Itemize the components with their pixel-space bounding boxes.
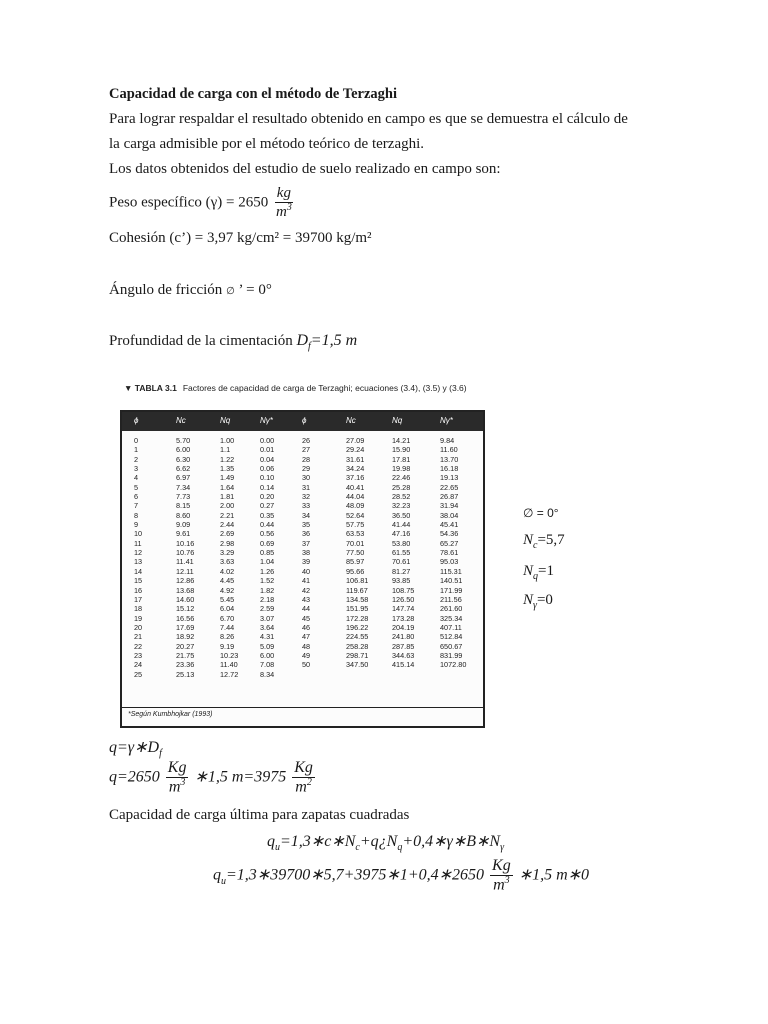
table-cell: 173.28 (392, 613, 415, 623)
table-cell: 12.72 (220, 669, 239, 679)
table-cell: 6.04 (220, 604, 235, 614)
table-cell: 1072.80 (440, 660, 467, 670)
table-footnote: *Según Kumbhojkar (1993) (122, 707, 483, 725)
table-cell: 7.34 (176, 482, 191, 492)
table-cell: 7.73 (176, 492, 191, 502)
table-cell: 3.63 (220, 557, 235, 567)
table-cell: 512.84 (440, 632, 463, 642)
table-cell: 11.41 (176, 557, 194, 567)
table-cell: 2.21 (220, 510, 235, 520)
table-cell: 17 (134, 594, 143, 604)
table-cell: 52.64 (346, 510, 365, 520)
table-cell: 3.29 (220, 548, 235, 558)
table-cell: 0.10 (260, 473, 275, 483)
table-cell: 35 (302, 520, 311, 530)
capacity-label: Capacidad de carga última para zapatas cuadradas (109, 807, 410, 823)
table-cell: 18.92 (176, 632, 195, 642)
table-cell: 16 (134, 585, 143, 595)
table-cell: 54.36 (440, 529, 459, 539)
table-cell: 21.75 (176, 650, 195, 660)
table-cell: 39 (302, 557, 311, 567)
table-cell: 15 (134, 576, 143, 586)
table-cell: 61.55 (392, 548, 411, 558)
table-cell: 65.27 (440, 538, 459, 548)
table-cell: 3 (134, 464, 139, 474)
table-cell: 5.45 (220, 594, 235, 604)
table-row (122, 670, 483, 679)
table-row (122, 632, 483, 641)
equation-q-value: q=2650 $\frac{Kg}{m^3}$ ∗1,5 m=3975 $\frac{Kg}{m^2}$ (109, 759, 313, 796)
table-cell: 36 (302, 529, 311, 539)
table-cell: 13.68 (176, 585, 195, 595)
table-cell: 50 (302, 660, 311, 670)
table-cell: 70.01 (346, 538, 365, 548)
table-cell: 36.50 (392, 510, 411, 520)
table-cell: 9.09 (176, 520, 191, 530)
nq-value: $N_q=1$ (523, 563, 554, 582)
table-cell: 34.24 (346, 464, 365, 474)
equation-qu-values: $q_u=1,3∗39700∗5,7+3975∗1+0,4∗2650$ $\frac{Kg}{m^3}$ ∗1,5 m∗0 (213, 857, 590, 894)
table-cell: 20 (134, 622, 143, 632)
table-cell: 41.44 (392, 520, 411, 530)
table-cell: 287.85 (392, 641, 415, 651)
table-cell: 46 (302, 622, 311, 632)
table-cell: 1.82 (260, 585, 275, 595)
table-cell: 20.27 (176, 641, 195, 651)
table-cell: 48.09 (346, 501, 365, 511)
table-cell: 344.63 (392, 650, 415, 660)
table-cell: 3.64 (260, 622, 275, 632)
table-cell: 7.08 (260, 660, 275, 670)
table-cell: 48 (302, 641, 311, 651)
table-row (122, 548, 483, 557)
table-cell: 4.31 (260, 632, 275, 642)
table-cell: 151.95 (346, 604, 369, 614)
table-row (122, 567, 483, 576)
table-cell: 0.20 (260, 492, 275, 502)
table-cell: 1.1 (220, 445, 231, 455)
table-cell: 53.80 (392, 538, 411, 548)
table-cell: 2.44 (220, 520, 235, 530)
table-cell: 47 (302, 632, 311, 642)
table-cell: 19.13 (440, 473, 459, 483)
table-cell: 8.26 (220, 632, 235, 642)
table-cell: 95.03 (440, 557, 459, 567)
table-cell: 12 (134, 548, 143, 558)
table-cell: 25.28 (392, 482, 411, 492)
table-cell: 63.53 (346, 529, 365, 539)
table-cell: 1.49 (220, 473, 235, 483)
table-cell: 10.76 (176, 548, 195, 558)
table-cell: 13 (134, 557, 143, 567)
intro-line: Para lograr respaldar el resultado obtenido en campo es que se demuestra el cálculo de (109, 111, 628, 127)
table-cell: 41 (302, 576, 311, 586)
table-cell: 196.22 (346, 622, 369, 632)
table-row (122, 539, 483, 548)
table-cell: 8.60 (176, 510, 191, 520)
table-cell: 49 (302, 650, 311, 660)
table-cell: 37 (302, 538, 311, 548)
table-cell: 2.59 (260, 604, 275, 614)
table-cell: 147.74 (392, 604, 415, 614)
table-cell: 650.67 (440, 641, 463, 651)
table-row (122, 445, 483, 454)
table-cell: 11.40 (220, 660, 238, 670)
table-cell: 2.98 (220, 538, 235, 548)
table-cell: 9.84 (440, 436, 455, 445)
table-cell: 14 (134, 566, 143, 576)
table-cell: 40.41 (346, 482, 365, 492)
table-cell: 211.56 (440, 594, 462, 604)
table-cell: 1.81 (220, 492, 235, 502)
table-cell: 28.52 (392, 492, 411, 502)
table-cell: 22.65 (440, 482, 459, 492)
table-cell: 10.23 (220, 650, 239, 660)
table-cell: 1.00 (220, 436, 235, 445)
table-cell: 78.61 (440, 548, 459, 558)
table-cell: 258.28 (346, 641, 369, 651)
table-cell: 95.66 (346, 566, 365, 576)
phi-value: ∅ = 0° (523, 506, 559, 520)
intro-line: la carga admisible por el método teórico de terzaghi. (109, 136, 425, 152)
table-cell: 6.00 (260, 650, 275, 660)
table-row (122, 651, 483, 660)
table-cell: 45 (302, 613, 311, 623)
table-cell: 171.99 (440, 585, 463, 595)
table-cell: 1.26 (260, 566, 275, 576)
table-cell: 0.56 (260, 529, 275, 539)
table-row (122, 595, 483, 604)
table-cell: 415.14 (392, 660, 415, 670)
table-cell: 6.62 (176, 464, 191, 474)
table-cell: 10.16 (176, 538, 195, 548)
table-cell: 6.30 (176, 454, 191, 464)
table-cell: 12.86 (176, 576, 195, 586)
table-cell: 34 (302, 510, 311, 520)
page-title: Capacidad de carga con el método de Terzaghi (109, 86, 397, 102)
table-cell: 261.60 (440, 604, 463, 614)
intro-line: Los datos obtenidos del estudio de suelo realizado en campo son: (109, 161, 501, 177)
table-header: ϕ Nc Nq Nγ* ϕ Nc Nq Nγ* (122, 412, 483, 431)
table-cell: 115.31 (440, 566, 462, 576)
table-row (122, 660, 483, 669)
table-cell: 21 (134, 632, 143, 642)
table-cell: 6.00 (176, 445, 191, 455)
table-cell: 14.21 (392, 436, 411, 445)
table-cell: 57.75 (346, 520, 365, 530)
table-cell: 0.06 (260, 464, 275, 474)
table-cell: 24 (134, 660, 143, 670)
table-cell: 11 (134, 538, 142, 548)
table-cell: 0.35 (260, 510, 275, 520)
table-cell: 3.07 (260, 613, 275, 623)
table-cell: 325.34 (440, 613, 463, 623)
table-cell: 7.44 (220, 622, 235, 632)
table-cell: 93.85 (392, 576, 411, 586)
table-cell: 4 (134, 473, 139, 483)
table-cell: 1 (134, 445, 139, 455)
table-cell: 31.61 (346, 454, 365, 464)
table-cell: 22.46 (392, 473, 411, 483)
table-cell: 31 (302, 482, 311, 492)
table-cell: 44 (302, 604, 311, 614)
profundidad: Profundidad de la cimentación $D_f=1,5$ m (109, 332, 358, 353)
table-cell: 22 (134, 641, 143, 651)
table-cell: 204.19 (392, 622, 415, 632)
table-cell: 2.00 (220, 501, 235, 511)
nc-value: $N_c=5,7$ (523, 532, 565, 551)
table-cell: 172.28 (346, 613, 369, 623)
table-cell: 5.09 (260, 641, 275, 651)
table-cell: 5 (134, 482, 139, 492)
table-cell: 10 (134, 529, 143, 539)
table-cell: 14.60 (176, 594, 195, 604)
table-cell: 106.81 (346, 576, 369, 586)
phi-symbol: ∅ (226, 286, 235, 297)
table-row (122, 576, 483, 585)
table-caption: ▼ TABLA 3.1 Factores de capacidad de carga de Terzaghi; ecuaciones (3.4), (3.5) y (3.6) (124, 383, 467, 393)
table-cell: 4.02 (220, 566, 235, 576)
peso-fraction: $\frac{kg}{m^3}$ (275, 185, 292, 220)
table-row (122, 455, 483, 464)
table-cell: 70.61 (392, 557, 411, 567)
table-cell: 44.04 (346, 492, 365, 502)
table-cell: 1.64 (220, 482, 235, 492)
table-cell: 13.70 (440, 454, 459, 464)
table-cell: 0.14 (260, 482, 275, 492)
table-cell: 26 (302, 436, 311, 445)
table-cell: 5.70 (176, 436, 191, 445)
table-cell: 298.71 (346, 650, 369, 660)
table-cell: 2 (134, 454, 139, 464)
table-cell: 2.18 (260, 594, 275, 604)
table-cell: 19 (134, 613, 143, 623)
table-row (122, 511, 483, 520)
peso-especifico: Peso específico (γ) = 2650 $\frac{kg}{m^3}$ (109, 185, 292, 220)
table-cell: 77.50 (346, 548, 365, 558)
cohesion: Cohesión (c’) = 3,97 kg/cm² = 39700 kg/m² (109, 230, 372, 246)
table-cell: 1.04 (260, 557, 275, 567)
table-cell: 0.00 (260, 436, 275, 445)
table-cell: 0.27 (260, 501, 275, 511)
table-cell: 4.45 (220, 576, 235, 586)
table-row (122, 473, 483, 482)
table-row (122, 436, 483, 445)
table-cell: 19.98 (392, 464, 411, 474)
table-row (122, 464, 483, 473)
table-cell: 119.67 (346, 585, 368, 595)
table-cell: 31.94 (440, 501, 459, 511)
table-cell: 40 (302, 566, 311, 576)
table-cell: 407.11 (440, 622, 462, 632)
table-row (122, 529, 483, 538)
table-cell: 9.61 (176, 529, 191, 539)
table-cell: 27 (302, 445, 311, 455)
table-cell: 27.09 (346, 436, 365, 445)
table-cell: 9.19 (220, 641, 235, 651)
table-cell: 8.15 (176, 501, 191, 511)
table-cell: 140.51 (440, 576, 463, 586)
table-cell: 32 (302, 492, 311, 502)
table-row (122, 586, 483, 595)
table-cell: 0.04 (260, 454, 275, 464)
table-cell: 1.35 (220, 464, 235, 474)
table-body (122, 436, 483, 679)
table-cell: 33 (302, 501, 311, 511)
table-cell: 81.27 (392, 566, 411, 576)
table-row (122, 557, 483, 566)
table-cell: 26.87 (440, 492, 459, 502)
table-cell: 32.23 (392, 501, 411, 511)
table-cell: 15.12 (176, 604, 195, 614)
terzaghi-table (120, 383, 485, 728)
table-cell: 16.56 (176, 613, 195, 623)
table-cell: 42 (302, 585, 311, 595)
table-row (122, 623, 483, 632)
table-cell: 45.41 (440, 520, 459, 530)
table-cell: 0 (134, 436, 139, 445)
table-cell: 38 (302, 548, 311, 558)
table-cell: 37.16 (346, 473, 365, 483)
angulo-friccion: Ángulo de fricción ∅ ’ = 0° (109, 282, 272, 298)
table-cell: 17.81 (392, 454, 411, 464)
table-cell: 12.11 (176, 566, 194, 576)
table-row (122, 642, 483, 651)
table-cell: 25 (134, 669, 143, 679)
table-cell: 15.90 (392, 445, 411, 455)
table-cell: 29 (302, 464, 311, 474)
table-cell: 347.50 (346, 660, 369, 670)
table-cell: 23.36 (176, 660, 195, 670)
ngamma-value: $N_\gamma=0$ (523, 592, 553, 611)
table-cell: 6.97 (176, 473, 191, 483)
table-cell: 25.13 (176, 669, 195, 679)
table-cell: 2.69 (220, 529, 235, 539)
table-cell: 29.24 (346, 445, 365, 455)
table-row (122, 604, 483, 613)
table-row (122, 492, 483, 501)
table-cell: 1.22 (220, 454, 235, 464)
table-cell: 224.55 (346, 632, 369, 642)
table-cell: 28 (302, 454, 311, 464)
table-cell: 30 (302, 473, 311, 483)
table-cell: 38.04 (440, 510, 459, 520)
table-row (122, 614, 483, 623)
table-cell: 9 (134, 520, 139, 530)
equation-qu-formula: $q_u=1,3∗c∗N_c+q¿N_q+0,4∗\gamma∗B∗N_\gamma$ (267, 833, 505, 854)
table-cell: 47.16 (392, 529, 411, 539)
table-row (122, 501, 483, 510)
table-cell: 4.92 (220, 585, 235, 595)
table-cell: 0.69 (260, 538, 275, 548)
table-cell: 23 (134, 650, 143, 660)
table-cell: 0.01 (260, 445, 275, 455)
table-cell: 1.52 (260, 576, 275, 586)
table-cell: 0.85 (260, 548, 275, 558)
table-cell: 7 (134, 501, 139, 511)
table-cell: 241.80 (392, 632, 415, 642)
table-row (122, 483, 483, 492)
table-cell: 134.58 (346, 594, 369, 604)
table-cell: 17.69 (176, 622, 195, 632)
table-row (122, 520, 483, 529)
table-cell: 18 (134, 604, 143, 614)
table-cell: 0.44 (260, 520, 275, 530)
table-cell: 8 (134, 510, 139, 520)
table-cell: 831.99 (440, 650, 463, 660)
equation-q: $q=\gamma∗D_f$ (109, 739, 162, 760)
table-cell: 108.75 (392, 585, 415, 595)
table-cell: 6 (134, 492, 139, 502)
table-cell: 8.34 (260, 669, 275, 679)
table-cell: 16.18 (440, 464, 459, 474)
table-cell: 85.97 (346, 557, 365, 567)
table-cell: 6.70 (220, 613, 235, 623)
table-cell: 43 (302, 594, 311, 604)
table-cell: 126.50 (392, 594, 415, 604)
table-cell: 11.60 (440, 445, 458, 455)
